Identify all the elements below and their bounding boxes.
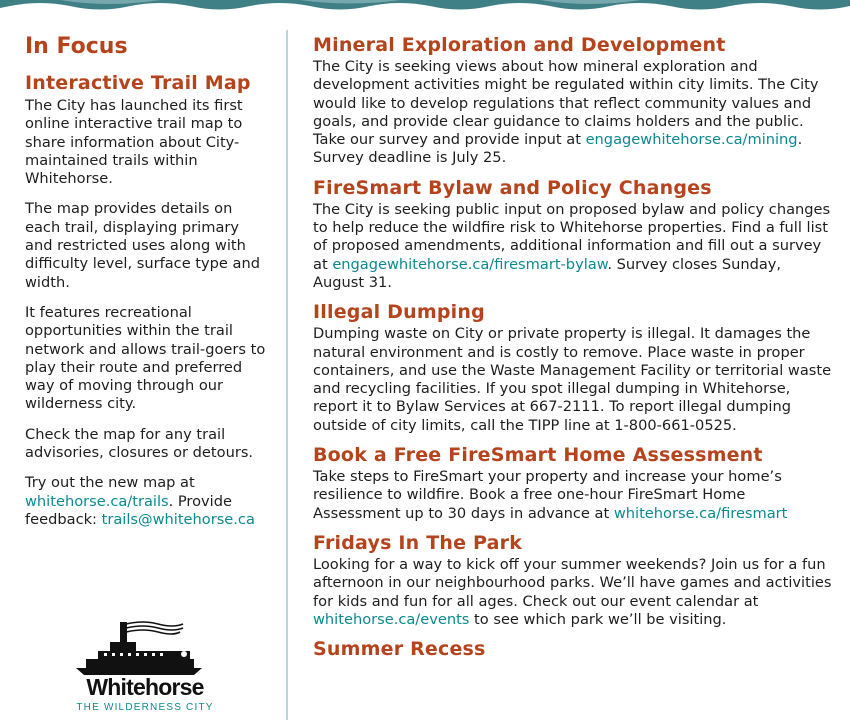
section-body: The City is seeking views about how mineral exploration and development activities might be regulated within city limits. The City would like to develop regulations that reflect community values and goals, and provide clear guidance to claims holders and the public. Take our survey and provide input at engagewhitehorse.ca/mining. Survey deadline is July 25. — [313, 58, 819, 167]
logo-wordmark: Whitehorse — [86, 674, 204, 700]
section-title: Book a Free FireSmart Home Assessment — [313, 444, 763, 467]
in-focus-column — [25, 32, 271, 541]
news-column — [313, 33, 835, 662]
section-title: FireSmart Bylaw and Policy Changes — [313, 176, 712, 199]
trail-map-paragraph-1: The City has launched its first online interactive trail map to share information about City-maintained trails within Whitehorse. — [25, 97, 243, 188]
whitehorse-logo — [68, 618, 218, 718]
section-body: Take steps to FireSmart your property and increase your home’s resilience to wildfire. Book a free one-hour FireSmart Home Assessment up to 30 days in advance at whitehorse.ca/firesmart — [313, 468, 788, 522]
trail-map-heading: Interactive Trail Map — [25, 72, 251, 94]
section-body: The City is seeking public input on proposed bylaw and policy changes to help reduce the wildfire risk to Whitehorse properties. Find a full list of proposed amendments, additional information and fill out a survey at engagewhitehorse.ca/firesmart-bylaw. Survey closes Sunday, August 31. — [313, 200, 831, 291]
sternwheeler-icon — [68, 618, 218, 678]
news-section-summer-recess — [313, 637, 835, 661]
news-section-home-assessment — [313, 443, 835, 523]
section-title: Mineral Exploration and Development — [313, 34, 726, 56]
section-body: Dumping waste on City or private property is illegal. It damages the natural environment and is costly to remove. Place waste in proper containers, and use the Waste Management Facility or territorial waste and recycling facilities. If you spot illegal dumping in Whitehorse, report it to Bylaw Services at 667-2111. To report illegal dumping outside of city limits, call the TIPP line at 1-800-661-0525. — [313, 325, 832, 434]
section-title: Summer Recess — [313, 638, 486, 661]
trail-map-paragraph-5: Try out the new map at whitehorse.ca/trails. Provide feedback: trails@whitehorse.ca — [25, 474, 255, 528]
logo-tagline: THE WILDERNESS CITY — [76, 702, 214, 713]
events-calendar-link[interactable]: whitehorse.ca/events — [313, 610, 470, 628]
news-section-firesmart-bylaw — [313, 176, 835, 292]
mining-survey-link[interactable]: engagewhitehorse.ca/mining — [585, 131, 798, 149]
news-section-illegal-dumping — [313, 300, 835, 435]
section-title: Illegal Dumping — [313, 301, 485, 324]
in-focus-heading: In Focus — [25, 34, 128, 59]
trail-map-paragraph-4: Check the map for any trail advisories, closures or detours. — [25, 425, 254, 462]
column-divider — [286, 30, 288, 720]
news-section-mining — [313, 33, 835, 168]
trails-link[interactable]: whitehorse.ca/trails — [25, 492, 169, 510]
trail-map-paragraph-3: It features recreational opportunities within the trail network and allows trail-goers to play their route and preferred way of moving through our wilderness city. — [25, 303, 266, 413]
section-title: Fridays In The Park — [313, 531, 523, 554]
decorative-wave-banner — [0, 0, 850, 14]
news-section-fridays-park — [313, 531, 835, 629]
section-body: Looking for a way to kick off your summer weekends? Join us for a fun afternoon in our neighbourhood parks. We’ll have games and activities for kids and fun for all ages. Check out our event calendar at whitehorse.ca/events to see which park we’ll be visiting. — [313, 555, 832, 628]
trail-map-paragraph-2: The map provides details on each trail, displaying primary and restricted uses along with difficulty level, surface type and width. — [25, 200, 261, 291]
firesmart-assessment-link[interactable]: whitehorse.ca/firesmart — [613, 504, 788, 522]
trails-email-link[interactable]: trails@whitehorse.ca — [101, 510, 255, 528]
firesmart-bylaw-link[interactable]: engagewhitehorse.ca/firesmart-bylaw — [332, 255, 608, 273]
